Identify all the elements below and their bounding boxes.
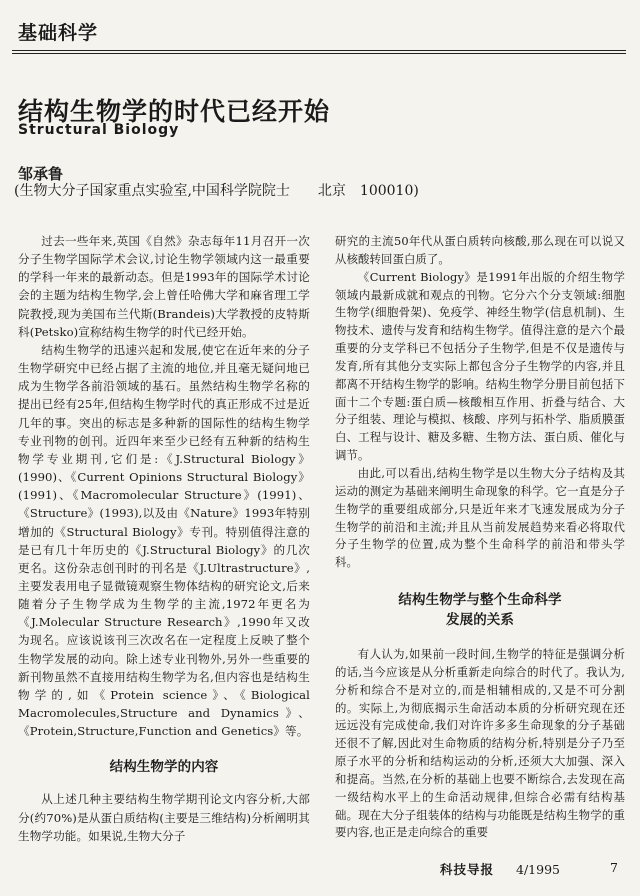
section-heading: 结构生物学的内容 — [109, 759, 219, 776]
paragraph: 结构生物学的迅速兴起和发展,使它在近年来的分子生物学研究中已经占据了主流的地位,并且毫无疑问地已成为生物学各前沿领域的基石。虽然结构生物学名称的提出已经有25年,但结构生物学时代的真正形成不过是近几年的事。突出的标志是多种新的国际性的结构生物学专业刊物的创刊。近四年来至少已经有五种新的结构生物学专业期刊,它们是:《J.Structural Biology》(1990)、《Current Opinions Structural Biology》(1991)、《Macromolecular Structure》(1991)、《Structure》(1993),以及由《Nature》1993年特别增加的《Structural Biology》专刊。特别值得注意的是已有几十年历史的《J.Structural Biology》的几次更名。这份杂志创刊时的刊名是《J.Ultrastructure》,主要发表用电子显微镜观察生物体结构的研究论文,后来随着分子生物学成为生物学的主流,1972年更名为《J.Molecular Structure Research》,1990年又改为现名。应该说该刊三次改名在一定程度上反映了整个生物学发展的动向。除上述专业刊物外,另外一些重要的新刊物虽然不直接用结构生物学为名,但内容也是结构生物学的,如《Protein science》、《Biological Macromolecules,Structure and Dynamics》、《Protein,Structure,Function and Genetics》等。 — [18, 342, 310, 739]
article-title-english: Structural Biology — [18, 122, 180, 138]
section-label: 基础科学 — [18, 22, 99, 44]
right-column — [335, 233, 625, 842]
section-heading — [335, 590, 625, 630]
paragraph: 有人认为,如果前一段时间,生物学的特征是强调分析的话,当今应该是从分析重新走向综合的时代了。我认为,分析和综合不是对立的,而是相辅相成的,又是不可分割的。实际上,为彻底揭示生命活动本质的分析研究现在还远远没有完成使命,我们对许许多多生命现象的分子基础还很不了解,因此对生命物质的结构分析,特别是分子乃至原子水平的分析和结构运动的分析,还须大大加强、深入和提高。当然,在分析的基础上也要不断综合,去发现在高一级结构水平上的生命活动规律,但综合必需有结构基础。现在大分子组装体的结构与功能既是结构生物学的重要内容,也正是走向综合的重要 — [335, 647, 625, 840]
author-name: 邹承鲁 — [18, 165, 64, 183]
issue-number: 4/1995 — [516, 862, 560, 877]
left-column — [18, 232, 310, 845]
paragraph: 由此,可以看出,结构生物学是以生物大分子结构及其运动的测定为基础来阐明生命现象的科学。它一直是分子生物学的重要组成部分,只是近年来才飞速发展成为分子生物学的前沿和主流;并且从当前发展趋势来看必将取代分子生物学的位置,成为整个生命科学的前沿和带头学科。 — [335, 465, 625, 570]
page-number: 7 — [610, 860, 618, 875]
paragraph: 《Current Biology》是1991年出版的介绍生物学领域内最新成就和观点的刊物。它分六个分支领域:细胞生物学(细胞骨架)、免疫学、神经生物学(信息机制)、生物技术、遗传与发育和结构生物学。值得注意的是六个最重要的分支学科已不包括分子生物学,但是不仅是遗传与发育,所有其他分支实际上都包含分子生物学的内容,并且都离不开结构生物学的影响。结构生物学分册目前包括下面十二个专题:蛋白质—核酸相互作用、折叠与结合、大分子组装、理论与模拟、核酸、序列与拓朴学、脂质膜蛋白、工程与设计、糖及多糖、生物方法、蛋白质、催化与调节。 — [335, 269, 625, 463]
section-heading-line: 结构生物学与整个生命科学 — [398, 592, 562, 609]
paragraph: 过去一些年来,英国《自然》杂志每年11月召开一次分子生物学国际学术会议,讨论生物学领域内这一最重要的学科一年来的最新动态。但是1993年的国际学术讨论会的主题为结构生物学,会上曾任哈佛大学和麻省理工学院教授,现为美国布兰代斯(Brandeis)大学教授的皮特斯科(Petsko)宣称结构生物学的时代已经开始。 — [18, 234, 310, 339]
journal-name: 科技导报 — [440, 862, 495, 877]
section-heading-line: 发展的关系 — [446, 612, 514, 629]
author-affiliation: (生物大分子国家重点实验室,中国科学院院士 北京 100010) — [14, 183, 419, 199]
header-rule — [12, 50, 626, 51]
paragraph: 从上述几种主要结构生物学期刊论文内容分析,大部分(约70%)是从蛋白质结构(主要是三维结构)分析阐明其生物学功能。如果说,生物大分子 — [18, 792, 310, 843]
page-footer — [440, 860, 618, 878]
article-title: 结构生物学的时代已经开始 — [18, 97, 331, 126]
header-rule-thin — [12, 53, 626, 54]
paragraph: 研究的主流50年代从蛋白质转向核酸,那么现在可以说又从核酸转回蛋白质了。 — [335, 234, 625, 266]
